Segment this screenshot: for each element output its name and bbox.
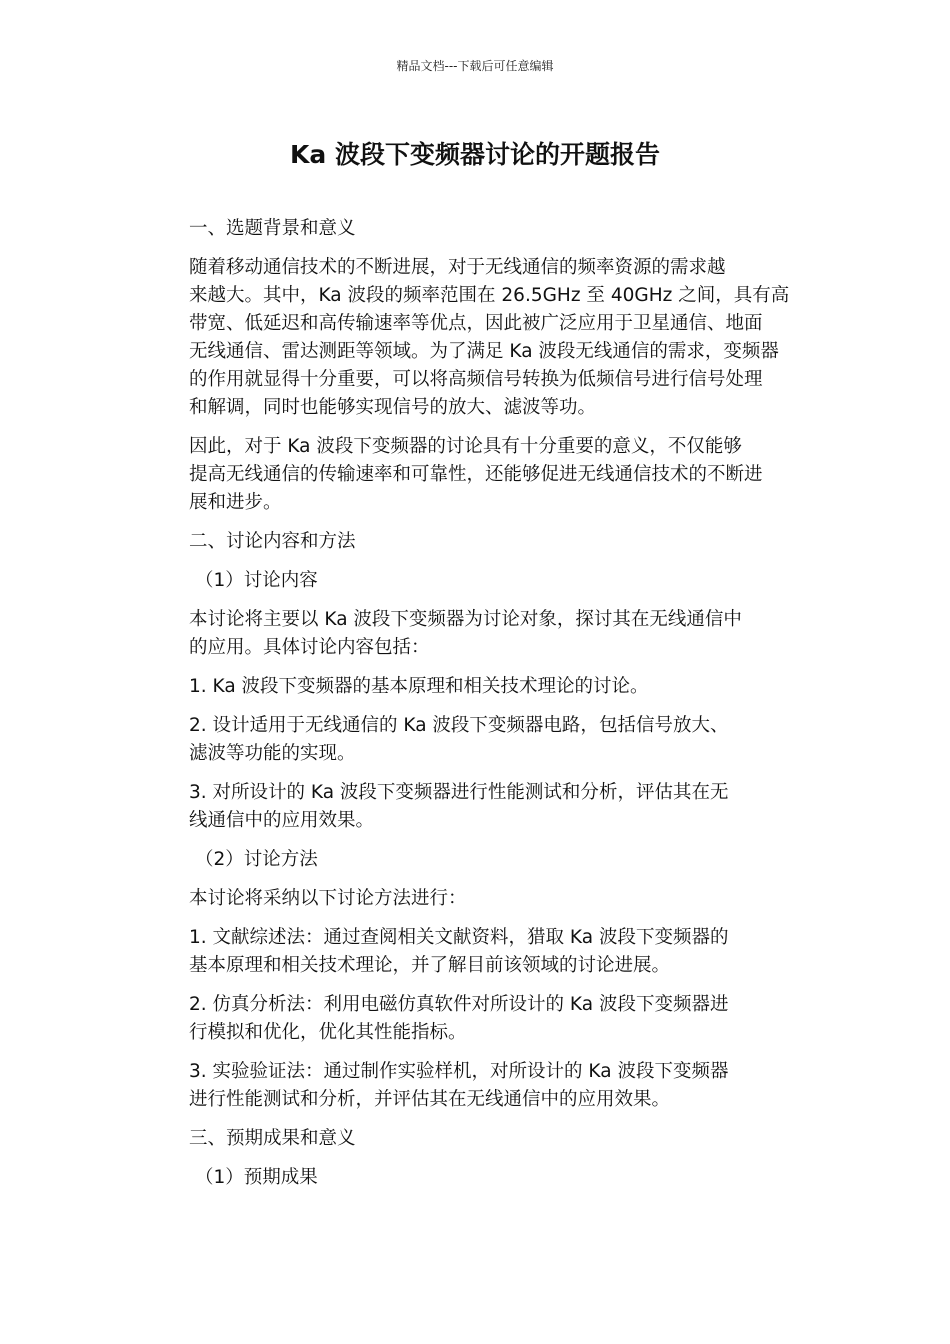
paragraph-line: 2. 仿真分析法：利用电磁仿真软件对所设计的 Ka 波段下变频器进 — [189, 994, 729, 1015]
paragraph — [145, 254, 813, 422]
paragraph — [145, 215, 813, 243]
paragraph — [145, 567, 813, 595]
paragraph-line: 的作用就显得十分重要，可以将高频信号转换为低频信号进行信号处理 — [189, 369, 763, 390]
paragraph-line: 来越大。其中，Ka 波段的频率范围在 26.5GHz 至 40GHz 之间，具有高 — [189, 285, 790, 306]
paragraph-line: 进行性能测试和分析，并评估其在无线通信中的应用效果。 — [189, 1089, 671, 1110]
paragraph-line: 一、选题背景和意义 — [189, 218, 356, 239]
paragraph — [145, 846, 813, 874]
paragraph — [145, 606, 813, 662]
paragraph-line: （1）预期成果 — [195, 1167, 318, 1188]
paragraph-line: 无线通信、雷达测距等领域。为了满足 Ka 波段无线通信的需求，变频器 — [189, 341, 779, 362]
paragraph — [145, 528, 813, 556]
paragraph — [145, 712, 813, 768]
paragraph-line: 提高无线通信的传输速率和可靠性，还能够促进无线通信技术的不断进 — [189, 464, 763, 485]
paragraph-line: （1）讨论内容 — [195, 570, 318, 591]
paragraph-line: 因此，对于 Ka 波段下变频器的讨论具有十分重要的意义，不仅能够 — [189, 436, 742, 457]
paragraph-line: 二、讨论内容和方法 — [189, 531, 356, 552]
paragraph — [145, 1058, 813, 1114]
paragraph-line: 2. 设计适用于无线通信的 Ka 波段下变频器电路，包括信号放大、 — [189, 715, 729, 736]
paragraph — [145, 924, 813, 980]
paragraph-line: 的应用。具体讨论内容包括： — [189, 637, 430, 658]
paragraph-line: 线通信中的应用效果。 — [189, 810, 375, 831]
paragraph — [145, 991, 813, 1047]
document-body — [145, 215, 813, 1192]
paragraph-line: 基本原理和相关技术理论，并了解目前该领域的讨论进展。 — [189, 955, 671, 976]
paragraph-line: 本讨论将主要以 Ka 波段下变频器为讨论对象，探讨其在无线通信中 — [189, 609, 742, 630]
paragraph-line: 1. Ka 波段下变频器的基本原理和相关技术理论的讨论。 — [189, 676, 649, 697]
paragraph-line: 和解调，同时也能够实现信号的放大、滤波等功。 — [189, 397, 597, 418]
paragraph-line: 行模拟和优化，优化其性能指标。 — [189, 1022, 467, 1043]
document-title: Ka 波段下变频器讨论的开题报告 — [290, 140, 660, 169]
paragraph-line: 滤波等功能的实现。 — [189, 743, 356, 764]
page-header: 精品文档---下载后可任意编辑 — [396, 59, 554, 73]
paragraph-line: 3. 对所设计的 Ka 波段下变频器进行性能测试和分析，评估其在无 — [189, 782, 729, 803]
paragraph-line: （2）讨论方法 — [195, 849, 318, 870]
paragraph — [145, 433, 813, 517]
paragraph-line: 带宽、低延迟和高传输速率等优点，因此被广泛应用于卫星通信、地面 — [189, 313, 763, 334]
paragraph — [145, 885, 813, 913]
paragraph-line: 三、预期成果和意义 — [189, 1128, 356, 1149]
paragraph — [145, 779, 813, 835]
paragraph-line: 随着移动通信技术的不断进展，对于无线通信的频率资源的需求越 — [189, 257, 726, 278]
paragraph-line: 本讨论将采纳以下讨论方法进行： — [189, 888, 467, 909]
paragraph — [145, 673, 813, 701]
paragraph-line: 3. 实验验证法：通过制作实验样机，对所设计的 Ka 波段下变频器 — [189, 1061, 729, 1082]
paragraph — [145, 1164, 813, 1192]
paragraph-line: 展和进步。 — [189, 492, 282, 513]
paragraph-line: 1. 文献综述法：通过查阅相关文献资料，猎取 Ka 波段下变频器的 — [189, 927, 729, 948]
paragraph — [145, 1125, 813, 1153]
